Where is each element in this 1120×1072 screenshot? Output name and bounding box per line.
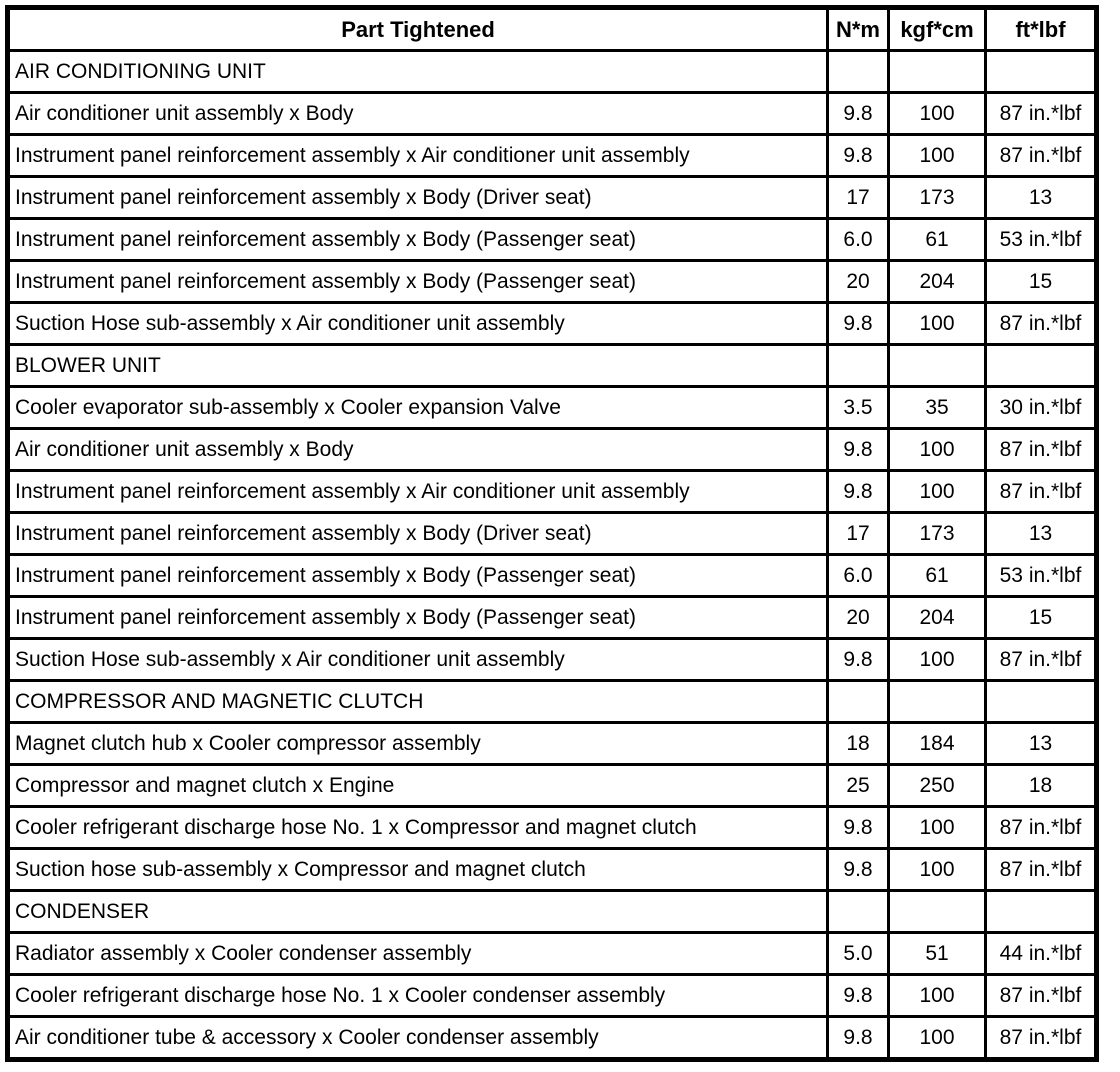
- ftlbf-value-cell: 44 in.*lbf: [986, 933, 1097, 975]
- table-row: [8, 303, 1097, 345]
- nm-value-cell: 6.0: [828, 555, 889, 597]
- nm-value-cell: [828, 51, 889, 93]
- part-name-cell: Instrument panel reinforcement assembly x Body (Passenger seat): [8, 597, 828, 639]
- kgfcm-value-cell: 100: [889, 429, 986, 471]
- nm-value-cell: 9.8: [828, 1017, 889, 1060]
- table-row: [8, 597, 1097, 639]
- section-title-cell: COMPRESSOR AND MAGNETIC CLUTCH: [8, 681, 828, 723]
- section-title-cell: AIR CONDITIONING UNIT: [8, 51, 828, 93]
- section-row: [8, 681, 1097, 723]
- section-title-cell: BLOWER UNIT: [8, 345, 828, 387]
- ftlbf-value-cell: 87 in.*lbf: [986, 93, 1097, 135]
- table-row: [8, 723, 1097, 765]
- nm-value-cell: 18: [828, 723, 889, 765]
- kgfcm-value-cell: 184: [889, 723, 986, 765]
- ftlbf-value-cell: 53 in.*lbf: [986, 555, 1097, 597]
- nm-value-cell: 9.8: [828, 849, 889, 891]
- nm-value-cell: [828, 681, 889, 723]
- part-name-cell: Instrument panel reinforcement assembly x Air conditioner unit assembly: [8, 135, 828, 177]
- kgfcm-value-cell: [889, 681, 986, 723]
- kgfcm-value-cell: 250: [889, 765, 986, 807]
- kgfcm-value-cell: 204: [889, 261, 986, 303]
- table-row: [8, 261, 1097, 303]
- part-name-cell: Instrument panel reinforcement assembly x Air conditioner unit assembly: [8, 471, 828, 513]
- table-row: [8, 933, 1097, 975]
- part-name-cell: Air conditioner unit assembly x Body: [8, 429, 828, 471]
- nm-value-cell: 25: [828, 765, 889, 807]
- ftlbf-value-cell: 87 in.*lbf: [986, 639, 1097, 681]
- section-row: [8, 51, 1097, 93]
- part-name-cell: Instrument panel reinforcement assembly x Body (Passenger seat): [8, 219, 828, 261]
- part-name-cell: Cooler refrigerant discharge hose No. 1 x Compressor and magnet clutch: [8, 807, 828, 849]
- part-name-cell: Instrument panel reinforcement assembly x Body (Passenger seat): [8, 555, 828, 597]
- table-body: [8, 51, 1097, 1060]
- kgfcm-value-cell: 100: [889, 93, 986, 135]
- table-row: [8, 1017, 1097, 1060]
- kgfcm-value-cell: 100: [889, 975, 986, 1017]
- table-row: [8, 849, 1097, 891]
- column-header-nm: N*m: [828, 8, 889, 51]
- nm-value-cell: 9.8: [828, 807, 889, 849]
- table-row: [8, 429, 1097, 471]
- kgfcm-value-cell: 51: [889, 933, 986, 975]
- ftlbf-value-cell: 87 in.*lbf: [986, 849, 1097, 891]
- nm-value-cell: 9.8: [828, 303, 889, 345]
- section-title-cell: CONDENSER: [8, 891, 828, 933]
- part-name-cell: Instrument panel reinforcement assembly x Body (Driver seat): [8, 513, 828, 555]
- column-header-kgfcm: kgf*cm: [889, 8, 986, 51]
- kgfcm-value-cell: 204: [889, 597, 986, 639]
- table-row: [8, 135, 1097, 177]
- part-name-cell: Suction Hose sub-assembly x Air conditioner unit assembly: [8, 303, 828, 345]
- column-header-ftlbf: ft*lbf: [986, 8, 1097, 51]
- nm-value-cell: 20: [828, 597, 889, 639]
- table-row: [8, 555, 1097, 597]
- section-row: [8, 345, 1097, 387]
- ftlbf-value-cell: 15: [986, 597, 1097, 639]
- part-name-cell: Compressor and magnet clutch x Engine: [8, 765, 828, 807]
- kgfcm-value-cell: 100: [889, 639, 986, 681]
- part-name-cell: Air conditioner tube & accessory x Cooler condenser assembly: [8, 1017, 828, 1060]
- part-name-cell: Suction hose sub-assembly x Compressor and magnet clutch: [8, 849, 828, 891]
- nm-value-cell: 9.8: [828, 135, 889, 177]
- ftlbf-value-cell: 87 in.*lbf: [986, 303, 1097, 345]
- part-name-cell: Instrument panel reinforcement assembly x Body (Passenger seat): [8, 261, 828, 303]
- ftlbf-value-cell: [986, 891, 1097, 933]
- kgfcm-value-cell: [889, 891, 986, 933]
- ftlbf-value-cell: 13: [986, 177, 1097, 219]
- nm-value-cell: [828, 891, 889, 933]
- nm-value-cell: 9.8: [828, 93, 889, 135]
- kgfcm-value-cell: 61: [889, 555, 986, 597]
- nm-value-cell: 3.5: [828, 387, 889, 429]
- kgfcm-value-cell: 35: [889, 387, 986, 429]
- ftlbf-value-cell: 87 in.*lbf: [986, 1017, 1097, 1060]
- ftlbf-value-cell: 13: [986, 723, 1097, 765]
- nm-value-cell: 6.0: [828, 219, 889, 261]
- table-row: [8, 975, 1097, 1017]
- part-name-cell: Cooler refrigerant discharge hose No. 1 x Cooler condenser assembly: [8, 975, 828, 1017]
- nm-value-cell: 9.8: [828, 975, 889, 1017]
- ftlbf-value-cell: [986, 51, 1097, 93]
- nm-value-cell: 5.0: [828, 933, 889, 975]
- part-name-cell: Suction Hose sub-assembly x Air conditioner unit assembly: [8, 639, 828, 681]
- nm-value-cell: [828, 345, 889, 387]
- table-row: [8, 219, 1097, 261]
- ftlbf-value-cell: 87 in.*lbf: [986, 429, 1097, 471]
- kgfcm-value-cell: [889, 51, 986, 93]
- nm-value-cell: 17: [828, 177, 889, 219]
- part-name-cell: Magnet clutch hub x Cooler compressor assembly: [8, 723, 828, 765]
- kgfcm-value-cell: 173: [889, 513, 986, 555]
- nm-value-cell: 20: [828, 261, 889, 303]
- kgfcm-value-cell: 100: [889, 849, 986, 891]
- table-row: [8, 471, 1097, 513]
- ftlbf-value-cell: 87 in.*lbf: [986, 807, 1097, 849]
- ftlbf-value-cell: 30 in.*lbf: [986, 387, 1097, 429]
- table-row: [8, 93, 1097, 135]
- table-row: [8, 177, 1097, 219]
- kgfcm-value-cell: 61: [889, 219, 986, 261]
- section-row: [8, 891, 1097, 933]
- part-name-cell: Instrument panel reinforcement assembly x Body (Driver seat): [8, 177, 828, 219]
- kgfcm-value-cell: 100: [889, 471, 986, 513]
- column-header-part-tightened: Part Tightened: [8, 8, 828, 51]
- ftlbf-value-cell: [986, 681, 1097, 723]
- ftlbf-value-cell: 87 in.*lbf: [986, 975, 1097, 1017]
- ftlbf-value-cell: 15: [986, 261, 1097, 303]
- kgfcm-value-cell: 100: [889, 135, 986, 177]
- part-name-cell: Air conditioner unit assembly x Body: [8, 93, 828, 135]
- nm-value-cell: 9.8: [828, 471, 889, 513]
- part-name-cell: Cooler evaporator sub-assembly x Cooler expansion Valve: [8, 387, 828, 429]
- ftlbf-value-cell: 87 in.*lbf: [986, 135, 1097, 177]
- ftlbf-value-cell: 18: [986, 765, 1097, 807]
- ftlbf-value-cell: 53 in.*lbf: [986, 219, 1097, 261]
- nm-value-cell: 9.8: [828, 429, 889, 471]
- nm-value-cell: 17: [828, 513, 889, 555]
- table-row: [8, 765, 1097, 807]
- ftlbf-value-cell: [986, 345, 1097, 387]
- kgfcm-value-cell: 100: [889, 303, 986, 345]
- ftlbf-value-cell: 87 in.*lbf: [986, 471, 1097, 513]
- kgfcm-value-cell: 100: [889, 1017, 986, 1060]
- part-name-cell: Radiator assembly x Cooler condenser assembly: [8, 933, 828, 975]
- table-row: [8, 639, 1097, 681]
- nm-value-cell: 9.8: [828, 639, 889, 681]
- table-row: [8, 807, 1097, 849]
- header-row: [8, 8, 1097, 51]
- table-row: [8, 513, 1097, 555]
- kgfcm-value-cell: [889, 345, 986, 387]
- kgfcm-value-cell: 173: [889, 177, 986, 219]
- torque-spec-table: [5, 5, 1099, 1062]
- ftlbf-value-cell: 13: [986, 513, 1097, 555]
- kgfcm-value-cell: 100: [889, 807, 986, 849]
- table-row: [8, 387, 1097, 429]
